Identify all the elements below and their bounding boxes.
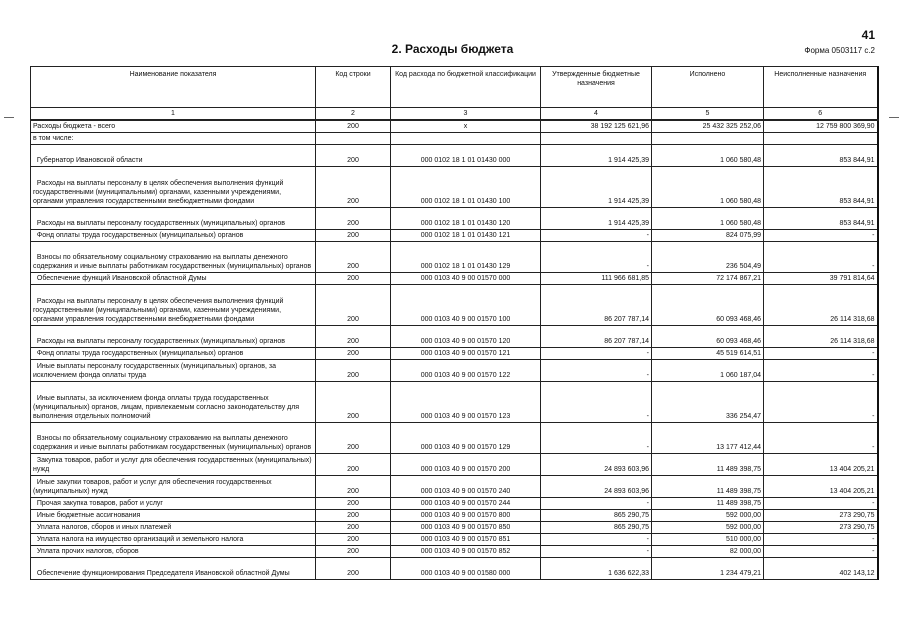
- row-classification-code: 000 0103 40 9 00 01580 000: [391, 558, 541, 580]
- table-row: [31, 423, 878, 454]
- row-executed: 336 254,47: [652, 382, 764, 423]
- row-line-code: 200: [316, 348, 391, 360]
- row-unexecuted: 26 114 318,68: [764, 285, 878, 326]
- row-name: Расходы на выплаты персоналу государственных (муниципальных) органов: [31, 326, 316, 348]
- row-name: Обеспечение функционирования Председателя Ивановской областной Думы: [31, 558, 316, 580]
- col-header-approved: Утвержденные бюджетные назначения: [541, 67, 652, 108]
- row-approved: 24 893 603,96: [541, 476, 652, 498]
- row-name: Расходы на выплаты персоналу в целях обеспечения выполнения функций государственными (муниципальными) органами, казенными учреждениями, органами управления государственными внебюджетными фондами: [31, 285, 316, 326]
- row-unexecuted: 13 404 205,21: [764, 454, 878, 476]
- row-name: Иные выплаты, за исключением фонда оплаты труда государственных (муниципальных) органов, лицам, привлекаемым согласно законодательству для выполнения отдельных полномочий: [31, 382, 316, 423]
- row-approved: -: [541, 498, 652, 510]
- col-header-unexecuted: Неисполненные назначения: [764, 67, 878, 108]
- row-classification-code: 000 0103 40 9 00 01570 100: [391, 285, 541, 326]
- row-classification-code: 000 0102 18 1 01 01430 121: [391, 230, 541, 242]
- col-index: 2: [316, 108, 391, 121]
- row-unexecuted: -: [764, 382, 878, 423]
- row-approved: 865 290,75: [541, 522, 652, 534]
- table-row: [31, 558, 878, 580]
- row-name: Прочая закупка товаров, работ и услуг: [31, 498, 316, 510]
- row-approved: 1 914 425,39: [541, 145, 652, 167]
- table-row: [31, 326, 878, 348]
- table-row: [31, 348, 878, 360]
- budget-expenses-table: [30, 66, 879, 580]
- row-unexecuted: -: [764, 534, 878, 546]
- row-unexecuted: 39 791 814,64: [764, 273, 878, 285]
- row-line-code: 200: [316, 208, 391, 230]
- row-classification-code: 000 0103 40 9 00 01570 240: [391, 476, 541, 498]
- row-line-code: 200: [316, 498, 391, 510]
- row-unexecuted: 853 844,91: [764, 167, 878, 208]
- col-header-executed: Исполнено: [652, 67, 764, 108]
- right-margin-mark: [889, 117, 899, 118]
- left-margin-mark: [4, 117, 14, 118]
- row-executed: 510 000,00: [652, 534, 764, 546]
- row-approved: [541, 133, 652, 145]
- table-body: [31, 120, 878, 580]
- row-approved: -: [541, 230, 652, 242]
- row-unexecuted: -: [764, 360, 878, 382]
- row-approved: 86 207 787,14: [541, 326, 652, 348]
- row-line-code: 200: [316, 534, 391, 546]
- row-approved: 38 192 125 621,96: [541, 120, 652, 133]
- row-line-code: 200: [316, 558, 391, 580]
- row-classification-code: 000 0102 18 1 01 01430 129: [391, 242, 541, 273]
- row-name: Иные бюджетные ассигнования: [31, 510, 316, 522]
- row-executed: 72 174 867,21: [652, 273, 764, 285]
- page-number: 41: [861, 28, 875, 42]
- row-line-code: 200: [316, 145, 391, 167]
- row-line-code: [316, 133, 391, 145]
- row-classification-code: 000 0103 40 9 00 01570 120: [391, 326, 541, 348]
- header-row: [31, 67, 878, 108]
- row-name: Фонд оплаты труда государственных (муниципальных) органов: [31, 230, 316, 242]
- row-unexecuted: 26 114 318,68: [764, 326, 878, 348]
- row-classification-code: 000 0102 18 1 01 01430 120: [391, 208, 541, 230]
- table-row: [31, 230, 878, 242]
- row-executed: 60 093 468,46: [652, 326, 764, 348]
- row-line-code: 200: [316, 326, 391, 348]
- row-approved: -: [541, 534, 652, 546]
- table-row: [31, 145, 878, 167]
- row-executed: 1 060 580,48: [652, 167, 764, 208]
- col-header-classification-code: Код расхода по бюджетной классификации: [391, 67, 541, 108]
- table-row: [31, 382, 878, 423]
- row-approved: -: [541, 360, 652, 382]
- row-name: Взносы по обязательному социальному страхованию на выплаты денежного содержания и иные выплаты работникам государственных (муниципальных) органов: [31, 423, 316, 454]
- row-line-code: 200: [316, 510, 391, 522]
- table-row: [31, 522, 878, 534]
- row-executed: 25 432 325 252,06: [652, 120, 764, 133]
- row-name: Обеспечение функций Ивановской областной Думы: [31, 273, 316, 285]
- row-approved: 1 914 425,39: [541, 167, 652, 208]
- row-unexecuted: 12 759 800 369,90: [764, 120, 878, 133]
- table-row: [31, 360, 878, 382]
- table-row: [31, 546, 878, 558]
- column-index-row: [31, 108, 878, 121]
- row-name: Уплата налогов, сборов и иных платежей: [31, 522, 316, 534]
- row-line-code: 200: [316, 360, 391, 382]
- row-line-code: 200: [316, 454, 391, 476]
- row-name: Уплата налога на имущество организаций и земельного налога: [31, 534, 316, 546]
- table-row: [31, 133, 878, 145]
- table-row: [31, 242, 878, 273]
- row-executed: 1 060 580,48: [652, 208, 764, 230]
- row-unexecuted: -: [764, 546, 878, 558]
- row-executed: 11 489 398,75: [652, 454, 764, 476]
- table-row: [31, 120, 878, 133]
- row-classification-code: 000 0102 18 1 01 01430 100: [391, 167, 541, 208]
- row-classification-code: x: [391, 120, 541, 133]
- row-classification-code: 000 0103 40 9 00 01570 850: [391, 522, 541, 534]
- row-classification-code: 000 0103 40 9 00 01570 000: [391, 273, 541, 285]
- row-line-code: 200: [316, 273, 391, 285]
- table-row: [31, 510, 878, 522]
- row-executed: 236 504,49: [652, 242, 764, 273]
- row-unexecuted: -: [764, 348, 878, 360]
- row-approved: 111 966 681,85: [541, 273, 652, 285]
- col-header-name: Наименование показателя: [31, 67, 316, 108]
- row-name: Расходы на выплаты персоналу государственных (муниципальных) органов: [31, 208, 316, 230]
- row-unexecuted: 853 844,91: [764, 208, 878, 230]
- row-approved: 1 914 425,39: [541, 208, 652, 230]
- page-title: 2. Расходы бюджета: [391, 42, 514, 56]
- row-line-code: 200: [316, 242, 391, 273]
- row-line-code: 200: [316, 423, 391, 454]
- row-executed: 592 000,00: [652, 522, 764, 534]
- col-index: 6: [764, 108, 878, 121]
- row-unexecuted: -: [764, 423, 878, 454]
- row-classification-code: 000 0103 40 9 00 01570 122: [391, 360, 541, 382]
- col-header-line-code: Код строки: [316, 67, 391, 108]
- row-classification-code: 000 0103 40 9 00 01570 851: [391, 534, 541, 546]
- row-name: Уплата прочих налогов, сборов: [31, 546, 316, 558]
- col-index: 4: [541, 108, 652, 121]
- form-label: Форма 0503117 с.2: [804, 46, 875, 55]
- row-line-code: 200: [316, 522, 391, 534]
- row-name: Губернатор Ивановской области: [31, 145, 316, 167]
- table-row: [31, 476, 878, 498]
- row-executed: [652, 133, 764, 145]
- row-approved: 24 893 603,96: [541, 454, 652, 476]
- row-executed: 45 519 614,51: [652, 348, 764, 360]
- row-classification-code: 000 0103 40 9 00 01570 129: [391, 423, 541, 454]
- col-index: 3: [391, 108, 541, 121]
- row-name: Расходы на выплаты персоналу в целях обеспечения выполнения функций государственными (муниципальными) органами, казенными учреждениями, органами управления государственными внебюджетными фондами: [31, 167, 316, 208]
- row-executed: 82 000,00: [652, 546, 764, 558]
- row-line-code: 200: [316, 546, 391, 558]
- row-name: Иные выплаты персоналу государственных (муниципальных) органов, за исключением фонда оплаты труда: [31, 360, 316, 382]
- row-line-code: 200: [316, 285, 391, 326]
- row-name: Фонд оплаты труда государственных (муниципальных) органов: [31, 348, 316, 360]
- row-classification-code: 000 0103 40 9 00 01570 123: [391, 382, 541, 423]
- row-classification-code: 000 0103 40 9 00 01570 244: [391, 498, 541, 510]
- row-executed: 824 075,99: [652, 230, 764, 242]
- row-executed: 11 489 398,75: [652, 476, 764, 498]
- row-classification-code: 000 0103 40 9 00 01570 852: [391, 546, 541, 558]
- row-classification-code: 000 0103 40 9 00 01570 800: [391, 510, 541, 522]
- table-row: [31, 498, 878, 510]
- table-row: [31, 534, 878, 546]
- row-name: Взносы по обязательному социальному страхованию на выплаты денежного содержания и иные выплаты работникам государственных (муниципальных) органов: [31, 242, 316, 273]
- row-classification-code: [391, 133, 541, 145]
- row-executed: 1 234 479,21: [652, 558, 764, 580]
- row-executed: 1 060 187,04: [652, 360, 764, 382]
- col-index: 1: [31, 108, 316, 121]
- row-classification-code: 000 0103 40 9 00 01570 200: [391, 454, 541, 476]
- table-row: [31, 208, 878, 230]
- row-unexecuted: 273 290,75: [764, 522, 878, 534]
- row-unexecuted: -: [764, 242, 878, 273]
- table-row: [31, 285, 878, 326]
- row-name: Закупка товаров, работ и услуг для обеспечения государственных (муниципальных) нужд: [31, 454, 316, 476]
- row-classification-code: 000 0103 40 9 00 01570 121: [391, 348, 541, 360]
- row-approved: -: [541, 423, 652, 454]
- table-row: [31, 167, 878, 208]
- row-unexecuted: 273 290,75: [764, 510, 878, 522]
- row-classification-code: 000 0102 18 1 01 01430 000: [391, 145, 541, 167]
- row-unexecuted: 13 404 205,21: [764, 476, 878, 498]
- row-unexecuted: 853 844,91: [764, 145, 878, 167]
- row-approved: 1 636 622,33: [541, 558, 652, 580]
- row-executed: 592 000,00: [652, 510, 764, 522]
- row-line-code: 200: [316, 382, 391, 423]
- row-line-code: 200: [316, 476, 391, 498]
- row-approved: -: [541, 348, 652, 360]
- col-index: 5: [652, 108, 764, 121]
- row-unexecuted: -: [764, 498, 878, 510]
- row-approved: -: [541, 546, 652, 558]
- row-approved: 86 207 787,14: [541, 285, 652, 326]
- row-line-code: 200: [316, 120, 391, 133]
- row-executed: 11 489 398,75: [652, 498, 764, 510]
- row-name: в том числе:: [31, 133, 316, 145]
- row-approved: -: [541, 242, 652, 273]
- row-line-code: 200: [316, 167, 391, 208]
- row-executed: 13 177 412,44: [652, 423, 764, 454]
- row-approved: -: [541, 382, 652, 423]
- row-unexecuted: [764, 133, 878, 145]
- table-row: [31, 454, 878, 476]
- row-name: Иные закупки товаров, работ и услуг для обеспечения государственных (муниципальных) нужд: [31, 476, 316, 498]
- row-approved: 865 290,75: [541, 510, 652, 522]
- row-name: Расходы бюджета - всего: [31, 120, 316, 133]
- table-row: [31, 273, 878, 285]
- row-line-code: 200: [316, 230, 391, 242]
- row-unexecuted: 402 143,12: [764, 558, 878, 580]
- row-unexecuted: -: [764, 230, 878, 242]
- row-executed: 1 060 580,48: [652, 145, 764, 167]
- row-executed: 60 093 468,46: [652, 285, 764, 326]
